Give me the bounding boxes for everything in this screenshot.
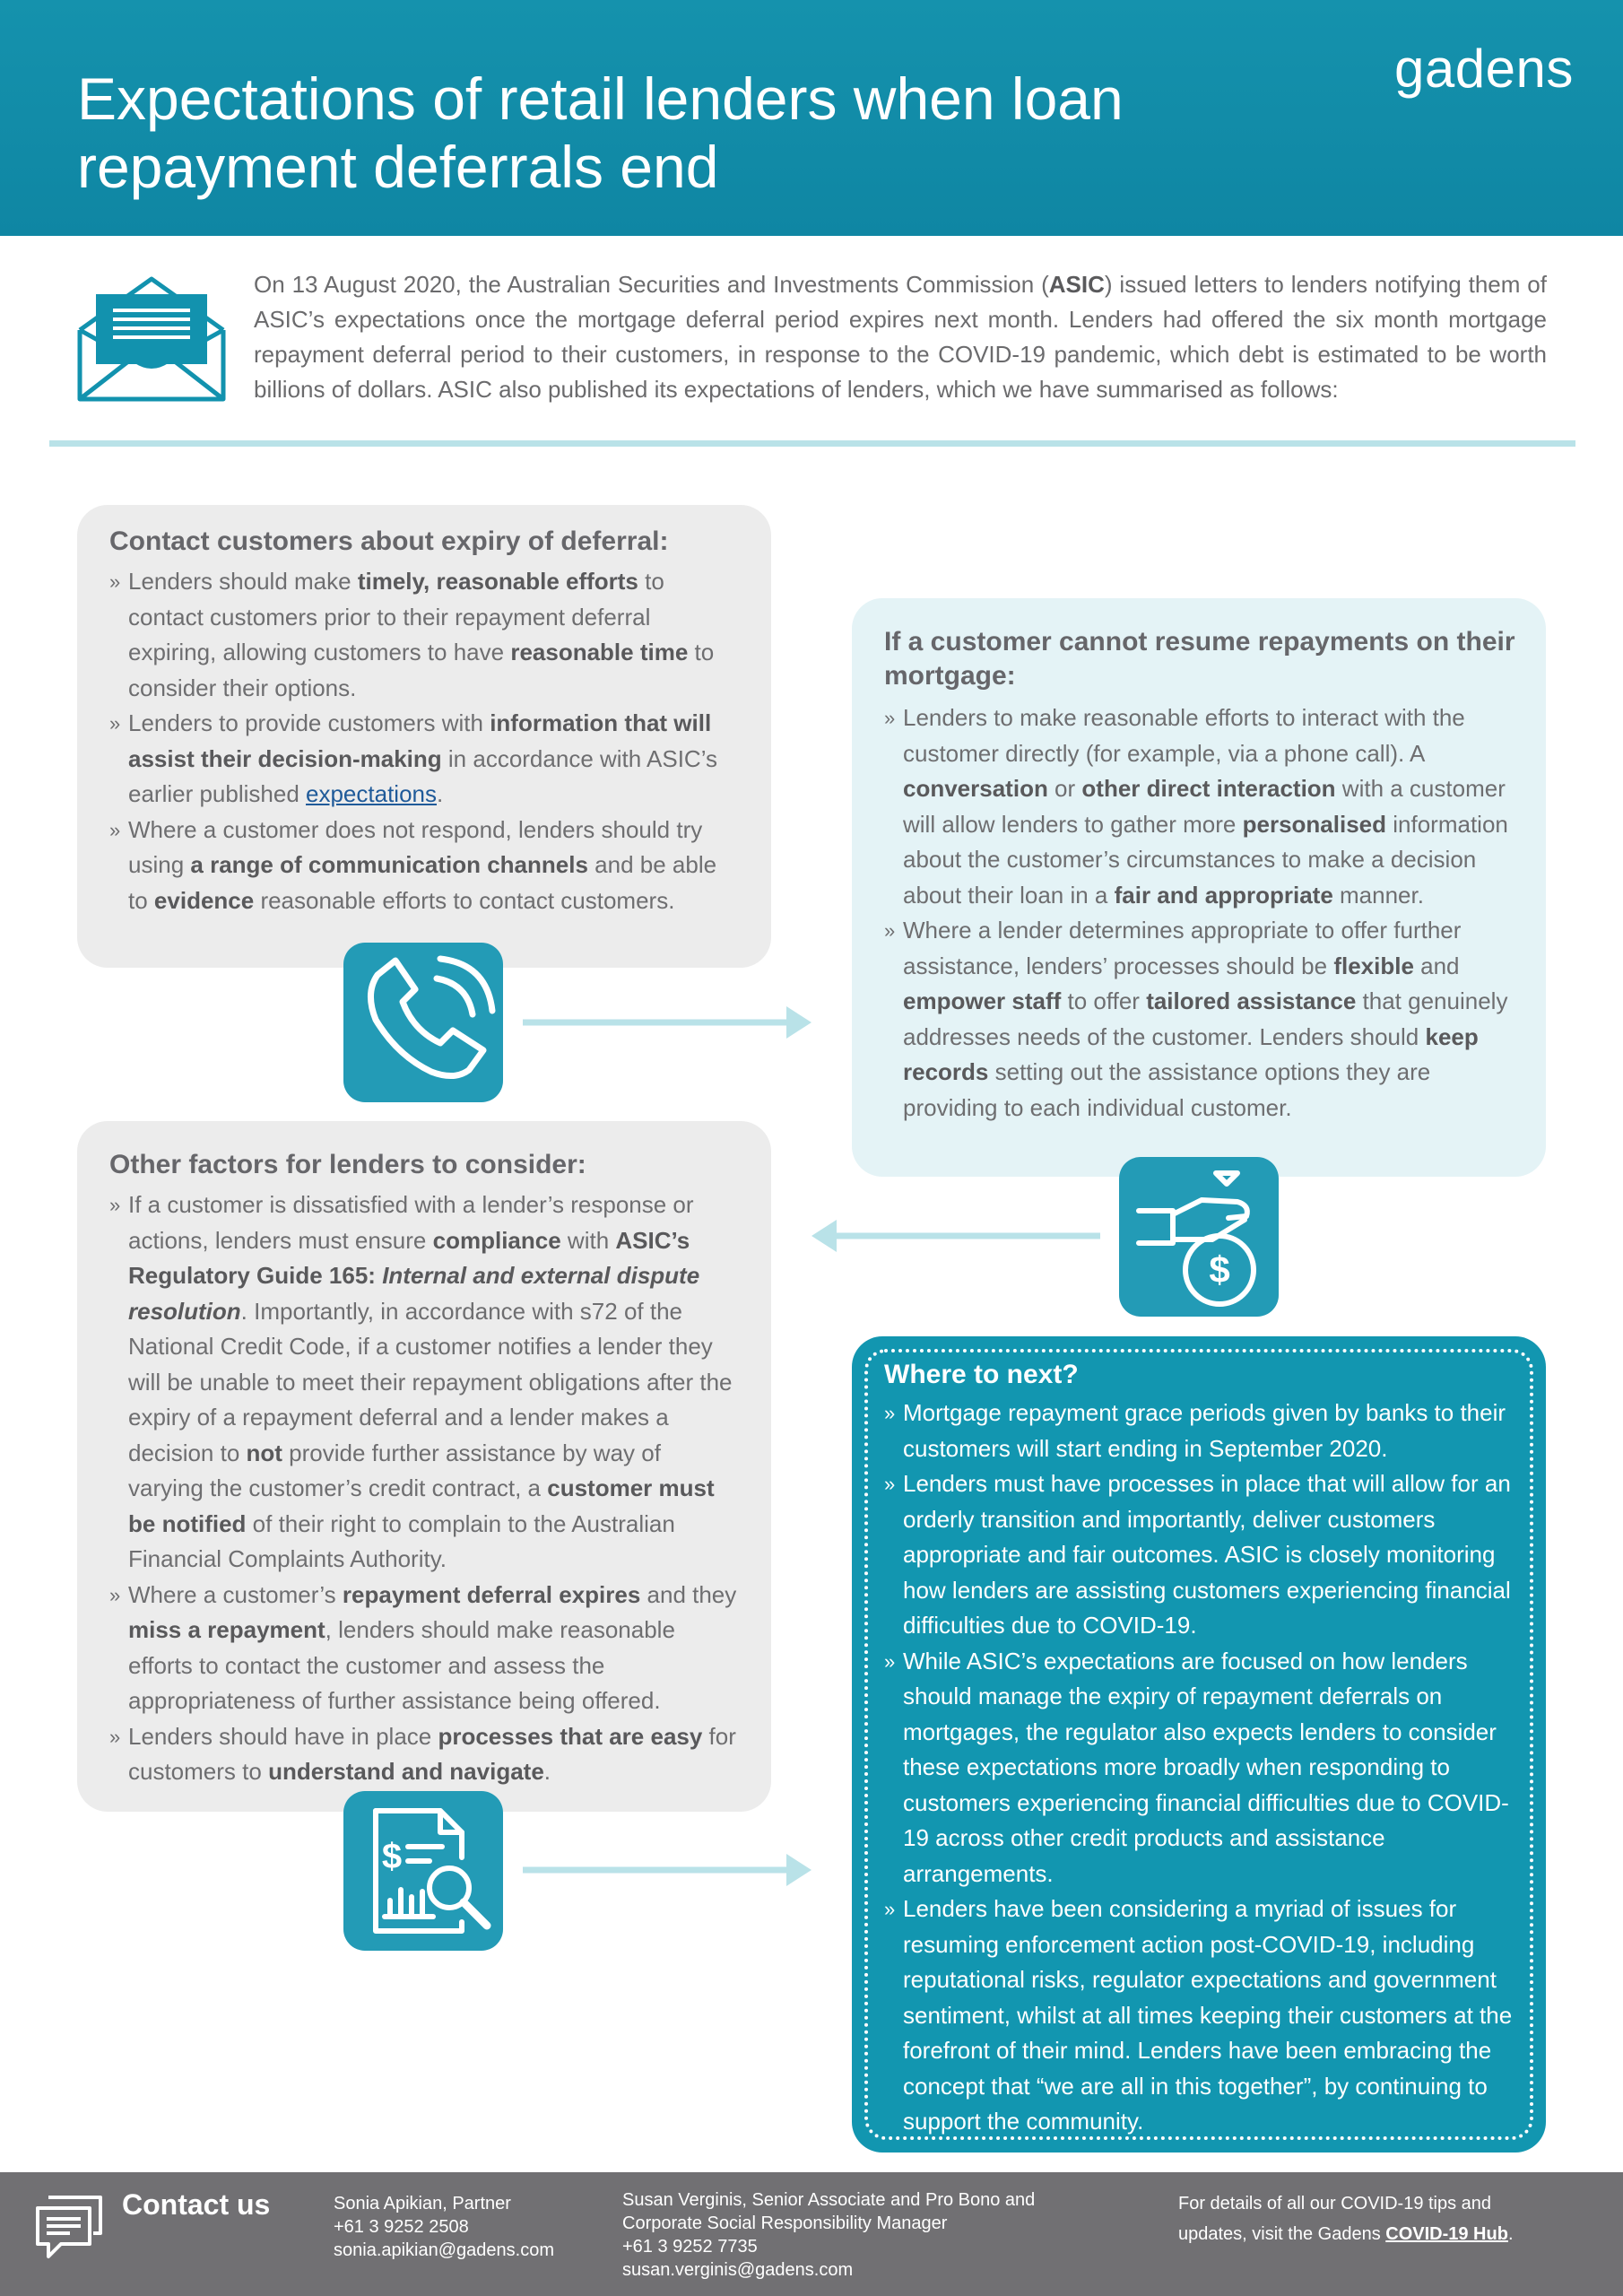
arrow-left-icon (812, 1218, 1100, 1254)
covid-hub-link[interactable]: COVID-19 Hub (1385, 2224, 1508, 2244)
contact-sonia: Sonia Apikian, Partner +61 3 9252 2508 sonia.apikian@gadens.com (334, 2194, 555, 2260)
arrow-right-icon (523, 1852, 812, 1888)
list-item: » Where a lender determines appropriate to offer further assistance, lenders’ processes should be flexible and empower staff to offer tailored assistance that genuinely addresses needs of the customer. Lenders should keep records setting out the assistance options they are providing to each individual customer. (884, 913, 1515, 1126)
contact-customers-box (77, 505, 771, 968)
where-to-next-box (852, 1336, 1546, 2152)
covid-hub-note: For details of all our COVID-19 tips and updates, visit the Gadens COVID-19 Hub. (1178, 2194, 1514, 2244)
box-heading: Where to next? (884, 1360, 1079, 1389)
chat-bubble-icon (34, 2192, 106, 2265)
envelope-letter-icon (77, 276, 226, 402)
email-link[interactable]: sonia.apikian@gadens.com (334, 2240, 555, 2260)
intro-paragraph: On 13 August 2020, the Australian Securities and Investments Commission (ASIC) issued letters to lenders notifying them of ASIC’s expectations once the mortgage deferral period expires next month. Lenders had offered the six month mortgage repayment deferral period to their customers, in response to the COVID-19 pandemic, which debt is estimated to be worth billions of dollars. ASIC also published its expectations of lenders, which we have summarised as follows: (254, 271, 1547, 403)
list-item: » Lenders to make reasonable efforts to interact with the customer directly (for example, via a phone call). A conversation or other direct interaction with a customer will allow lenders to gather more personalised information about the customer’s circumstances to make a decision about their loan in a fair and appropriate manner. (884, 700, 1515, 913)
asic-abbreviation: ASIC (1048, 271, 1105, 298)
box-heading: If a customer cannot resume repayments on their mortgage: (884, 627, 1515, 691)
list-item: » Where a customer’s repayment deferral expires and they miss a repayment, lenders should make reasonable efforts to contact the customer and assess the appropriateness of further assistance being offered. (109, 1578, 741, 1719)
box-heading: Contact customers about expiry of deferral: (109, 526, 669, 556)
list-item: » Lenders should have in place processes that are easy for customers to understand and navigate. (109, 1719, 741, 1790)
list-item: » Where a customer does not respond, lenders should try using a range of communication channels and be able to evidence reasonable efforts to contact customers. (109, 813, 741, 919)
list-item: » Lenders should make timely, reasonable efforts to contact customers prior to their repayment deferral expiring, allowing customers to have reasonable time to consider their options. (109, 564, 741, 706)
page-title: Expectations of retail lenders when loan repayment deferrals end (77, 65, 1124, 200)
financial-report-magnifier-icon (343, 1791, 503, 1951)
list-item: » While ASIC’s expectations are focused on how lenders should manage the expiry of repayment deferrals on mortgages, the regulator also expects lenders to consider these expectations more broadly when responding to customers experiencing financial difficulties due to COVID-19 across other credit products and assistance arrangements. (884, 1644, 1521, 1892)
other-factors-box (77, 1121, 771, 1812)
svg-text:$: $ (381, 1837, 403, 1876)
phone-icon (343, 943, 503, 1102)
list-item: » Mortgage repayment grace periods given by banks to their customers will start ending in September 2020. (884, 1396, 1521, 1466)
divider (49, 440, 1575, 447)
footer (0, 2172, 1623, 2296)
brand-logo[interactable]: gadens (1394, 39, 1574, 99)
arrow-right-icon (523, 1004, 812, 1040)
list-item: » Lenders to provide customers with information that will assist their decision-making in accordance with ASIC’s earlier published expectations. (109, 706, 741, 813)
expectations-link[interactable]: expectations (306, 780, 437, 807)
list-item: » Lenders must have processes in place that will allow for an orderly transition and importantly, deliver customers appropriate and fair outcomes. ASIC is closely monitoring how lenders are assisting customers experiencing financial difficulties due to COVID-19. (884, 1466, 1521, 1644)
box-heading: Other factors for lenders to consider: (109, 1150, 586, 1179)
contact-susan: Susan Verginis, Senior Associate and Pro Bono and Corporate Social Responsibility Manager +61 3 9252 7735 susan.verginis@gadens.com (622, 2190, 1036, 2280)
email-link[interactable]: susan.verginis@gadens.com (622, 2260, 854, 2280)
svg-text:$: $ (1209, 1248, 1230, 1291)
header-banner (0, 0, 1623, 236)
list-item: » If a customer is dissatisfied with a lender’s response or actions, lenders must ensure compliance with ASIC’s Regulatory Guide 165: Internal and external dispute resolution. Importantly, in accordance with s72 of the National Credit Code, if a customer notifies a lender they will be unable to meet their repayment obligations after the expiry of a repayment deferral and a lender makes a decision to not provide further assistance by way of varying the customer’s credit contract, a customer must be notified of their right to complain to the Australian Financial Complaints Authority. (109, 1187, 741, 1578)
contact-us-heading: Contact us (122, 2188, 271, 2221)
hand-money-bag-icon (1119, 1157, 1279, 1317)
cannot-resume-box (852, 598, 1546, 1177)
list-item: » Lenders have been considering a myriad of issues for resuming enforcement action post-COVID-19, including reputational risks, regulator expectations and government sentiment, whilst at all times keeping their customers at the forefront of their mind. Lenders have been embracing the concept that “we are all in this together”, by continuing to support the community. (884, 1892, 1521, 2140)
